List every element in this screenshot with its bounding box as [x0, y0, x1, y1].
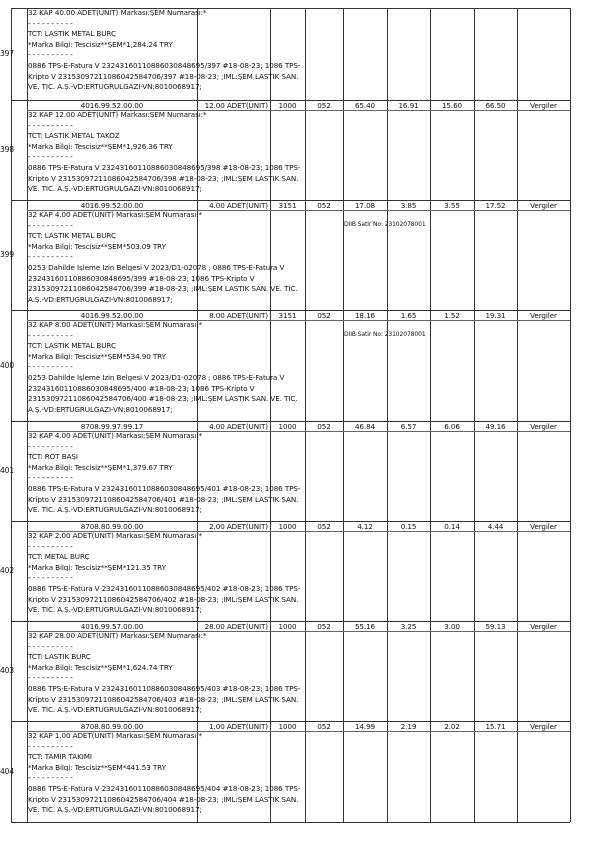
origin-code: 052 [317, 311, 331, 320]
amount-3: 3.55 [444, 201, 460, 210]
amount-1: 18.16 [354, 311, 376, 320]
amount-4: 19.31 [485, 311, 506, 320]
diib-note: DIIB Satir No: 23102078001 [344, 221, 426, 228]
description-line: TCT: LASTİK METAL BURÇ [28, 30, 116, 38]
amount-4: 59.13 [485, 622, 506, 631]
description-line: TCT: TAMİR TAKIMI [28, 753, 92, 761]
description-line: - - - - - - - - - - [28, 121, 73, 129]
description-line: 0886 TPS-E-Fatura V 23243160110886030848695/398 #18-08-23; 1086 TPS- [28, 164, 301, 172]
column-rule [430, 8, 431, 822]
origin-code: 052 [317, 422, 331, 431]
amount-3: 15.60 [441, 101, 463, 110]
item-number: 403 [0, 666, 15, 675]
item-number: 404 [0, 766, 15, 776]
amount-3: 1.52 [444, 311, 460, 320]
origin-code: 052 [317, 522, 331, 531]
amount-4: 15.71 [485, 722, 506, 731]
column-rule [517, 8, 518, 822]
origin-code: 052 [317, 101, 331, 110]
description-line: *Marka Bilgi: Tescisiz**ŞEM*441.53 TRY [28, 763, 166, 771]
tariff-code: 4016.99.57.00.00 [80, 622, 144, 631]
description-line: TCT: LASTİK METAL BURÇ [28, 232, 116, 240]
description-line: TCT: METAL BURÇ [28, 553, 90, 561]
column-rule [343, 8, 344, 822]
description-line: 23153097211086042584706/400 #18-08-23; ;İML:ŞEM LASTİK SAN. VE. TİC. [28, 395, 298, 403]
item-number: 402 [0, 566, 15, 575]
amount-3: 6.06 [444, 422, 460, 431]
description-line: A.Ş.-VD:ERTUGRULGAZİ-VN:8010068917; [28, 405, 173, 413]
description-line: - - - - - - - - - - [28, 442, 73, 450]
tariff-code: 4016.99.52.00.00 [80, 101, 144, 110]
item-number: 398 [0, 145, 15, 154]
table-bottom-rule [11, 822, 570, 823]
quantity: 4.00 ADET(UNIT) [209, 201, 268, 210]
description-line: VE. TİC. A.Ş.-VD:ERTUGRULGAZİ-VN:8010068917; [28, 806, 202, 814]
tariff-code: 4016.99.52.00.00 [80, 311, 144, 320]
amount-4: 66.50 [485, 101, 506, 110]
description-line: - - - - - - - - - - [28, 51, 73, 59]
description-line: 0253 Dahilde İşleme İzin Belgesi V 2023/D1-02078 ; 0886 TPS-E-Fatura V [28, 264, 285, 272]
amount-2: 16.91 [398, 101, 419, 110]
description-line: VE. TİC. A.Ş.-VD:ERTUGRULGAZİ-VN:8010068917; [28, 83, 202, 91]
regime-code: 3151 [278, 311, 297, 320]
description-line: - - - - - - - - - - [28, 774, 73, 782]
item-number: 400 [0, 360, 15, 370]
description-line: 32 KAP 4.00 ADET(UNIT) Markası:ŞEM Numarası:* [28, 432, 202, 440]
description-line: A.Ş.-VD:ERTUGRULGAZİ-VN:8010068917; [28, 295, 173, 303]
quantity: 1.00 ADET(UNIT) [209, 722, 268, 731]
description-line: 32 KAP 12.00 ADET(UNIT) Markası:ŞEM Numarası:* [28, 111, 207, 119]
amount-2: 1.65 [400, 311, 417, 320]
regime-code: 1000 [278, 422, 297, 431]
column-rule [11, 8, 12, 822]
description-line: Kripto V 23153097211086042584706/401 #18-08-23; ;İML:ŞEM LASTİK SAN. [28, 495, 299, 503]
description-line: - - - - - - - - - - [28, 742, 73, 750]
column-rule [570, 8, 571, 822]
description-line: TCT: LASTİK METAL BURÇ [28, 342, 116, 350]
description-line: 32 KAP 8.00 ADET(UNIT) Markası:ŞEM Numarası:* [28, 321, 202, 329]
taxes-link: Vergiler [530, 522, 557, 531]
description-line: *Marka Bilgi: Tescisiz**ŞEM*1,379.67 TRY [28, 463, 173, 471]
quantity: 2.00 ADET(UNIT) [209, 522, 268, 531]
diib-note: DIIB Satir No: 23102078001 [344, 331, 426, 338]
description-line: 32 KAP 4.00 ADET(UNIT) Markası:ŞEM Numarası:* [28, 211, 202, 219]
description-line: Kripto V 23153097211086042584706/397 #18-08-23; ;İML:ŞEM LASTİK SAN. [28, 72, 299, 80]
taxes-link: Vergiler [530, 101, 557, 110]
description-line: *Marka Bilgi: Tescisiz**ŞEM*1,624.74 TRY [28, 663, 173, 671]
origin-code: 052 [317, 201, 331, 210]
item-number: 397 [0, 49, 15, 58]
regime-code: 1000 [278, 622, 297, 631]
amount-4: 4.44 [487, 522, 504, 531]
amount-1: 17.08 [354, 201, 376, 210]
quantity: 28.00 ADET(UNIT) [204, 622, 268, 631]
description-line: 32 KAP 40.00 ADET(UNIT) Markası:ŞEM Numarası:* [28, 9, 207, 17]
description-line: VE. TİC. A.Ş.-VD:ERTUGRULGAZİ-VN:8010068917; [28, 706, 202, 714]
description-line: *Marka Bilgi: Tescisiz**ŞEM*503.09 TRY [28, 242, 166, 250]
description-line: VE. TİC. A.Ş.-VD:ERTUGRULGAZİ-VN:8010068917; [28, 606, 202, 614]
tariff-code: 4016.99.52.00.00 [80, 201, 144, 210]
description-line: *Marka Bilgi: Tescisiz**ŞEM*1,284.24 TRY [28, 40, 173, 48]
amount-2: 6.57 [400, 422, 417, 431]
column-rule [474, 8, 475, 822]
amount-3: 2.02 [444, 722, 460, 731]
description-line: *Marka Bilgi: Tescisiz**ŞEM*121.35 TRY [28, 563, 166, 571]
description-line: 0886 TPS-E-Fatura V 23243160110886030848695/404 #18-08-23; 1086 TPS- [28, 785, 301, 793]
description-line: - - - - - - - - - - [28, 574, 73, 582]
column-rule [387, 8, 388, 822]
quantity: 12.00 ADET(UNIT) [204, 101, 268, 110]
quantity: 4.00 ADET(UNIT) [209, 422, 268, 431]
description-line: 23153097211086042584706/399 #18-08-23; ;İML:ŞEM LASTİK SAN. VE. TİC. [28, 285, 298, 293]
description-line: TCT: LASTİK BURÇ [28, 653, 91, 661]
taxes-link: Vergiler [530, 201, 557, 210]
amount-2: 3.25 [400, 622, 417, 631]
description-line: Kripto V 23153097211086042584706/404 #18-08-23; ;İML:ŞEM LASTİK SAN. [28, 795, 299, 803]
description-line: *Marka Bilgi: Tescisiz**ŞEM*1,926.36 TRY [28, 142, 173, 150]
taxes-link: Vergiler [530, 311, 557, 320]
amount-1: 46.84 [354, 422, 376, 431]
description-line: - - - - - - - - - - [28, 674, 73, 682]
taxes-link: Vergiler [530, 422, 557, 431]
description-line: VE. TİC. A.Ş.-VD:ERTUGRULGAZİ-VN:8010068917; [28, 185, 202, 193]
description-line: 23243160110886030848695/399 #18-08-23; 1086 TPS-Kripto V [28, 274, 255, 282]
origin-code: 052 [317, 722, 331, 731]
amount-1: 4.12 [357, 522, 373, 531]
description-line: VE. TİC. A.Ş.-VD:ERTUGRULGAZİ-VN:8010068917; [28, 506, 202, 514]
description-line: 0886 TPS-E-Fatura V 23243160110886030848695/401 #18-08-23; 1086 TPS- [28, 485, 301, 493]
amount-1: 65.40 [354, 101, 376, 110]
regime-code: 1000 [278, 101, 297, 110]
amount-3: 3.00 [444, 622, 460, 631]
regime-code: 1000 [278, 722, 297, 731]
regime-code: 1000 [278, 522, 297, 531]
description-line: TCT: ROT BAŞI [28, 453, 78, 461]
item-number: 401 [0, 466, 15, 475]
amount-4: 17.52 [485, 201, 506, 210]
description-line: - - - - - - - - - - [28, 542, 73, 550]
description-line: Kripto V 23153097211086042584706/402 #18-08-23; ;İML:ŞEM LASTİK SAN. [28, 595, 299, 603]
description-line: - - - - - - - - - - [28, 331, 73, 339]
tariff-code: 8708.99.97.99.17 [80, 422, 144, 431]
tariff-code: 8708.80.99.00.00 [80, 722, 144, 731]
description-line: 32 KAP 28.00 ADET(UNIT) Markası:ŞEM Numarası:* [28, 632, 207, 640]
description-line: TCT: LASTİK METAL TAKOZ [28, 132, 120, 140]
quantity: 8.00 ADET(UNIT) [209, 311, 268, 320]
description-line: 0886 TPS-E-Fatura V 23243160110886030848695/402 #18-08-23; 1086 TPS- [28, 585, 301, 593]
description-line: - - - - - - - - - - [28, 363, 73, 371]
description-line: 32 KAP 1.00 ADET(UNIT) Markası:ŞEM Numarası:* [28, 732, 202, 740]
amount-1: 14.99 [354, 722, 376, 731]
description-line: Kripto V 23153097211086042584706/403 #18-08-23; ;İML:ŞEM LASTİK SAN. [28, 695, 299, 703]
description-line: - - - - - - - - - - [28, 221, 73, 229]
amount-1: 55.16 [354, 622, 376, 631]
amount-2: 0.15 [400, 522, 417, 531]
description-line: 0886 TPS-E-Fatura V 23243160110886030848695/397 #18-08-23; 1086 TPS- [28, 62, 301, 70]
description-line: - - - - - - - - - - [28, 474, 73, 482]
description-line: 23243160110886030848695/400 #18-08-23; 1086 TPS-Kripto V [28, 384, 255, 392]
description-line: - - - - - - - - - - [28, 642, 73, 650]
taxes-link: Vergiler [530, 622, 557, 631]
amount-4: 49.16 [485, 422, 506, 431]
description-line: 32 KAP 2.00 ADET(UNIT) Markası:ŞEM Numarası:* [28, 532, 202, 540]
description-line: 0253 Dahilde İşleme İzin Belgesi V 2023/D1-02078 ; 0886 TPS-E-Fatura V [28, 374, 285, 382]
taxes-link: Vergiler [530, 722, 557, 731]
amount-2: 2.19 [400, 722, 417, 731]
description-line: Kripto V 23153097211086042584706/398 #18-08-23; ;İML:ŞEM LASTİK SAN. [28, 174, 299, 182]
description-line: 0886 TPS-E-Fatura V 23243160110886030848695/403 #18-08-23; 1086 TPS- [28, 685, 301, 693]
item-number: 399 [0, 250, 15, 259]
description-line: *Marka Bilgi: Tescisiz**ŞEM*534.90 TRY [28, 352, 166, 360]
description-line: - - - - - - - - - - [28, 253, 73, 261]
origin-code: 052 [317, 622, 331, 631]
tariff-code: 8708.80.99.00.00 [80, 522, 144, 531]
description-line: - - - - - - - - - - [28, 153, 73, 161]
amount-3: 0.14 [444, 522, 460, 531]
regime-code: 3151 [278, 201, 297, 210]
amount-2: 3.85 [400, 201, 417, 210]
description-line: - - - - - - - - - - [28, 19, 73, 27]
